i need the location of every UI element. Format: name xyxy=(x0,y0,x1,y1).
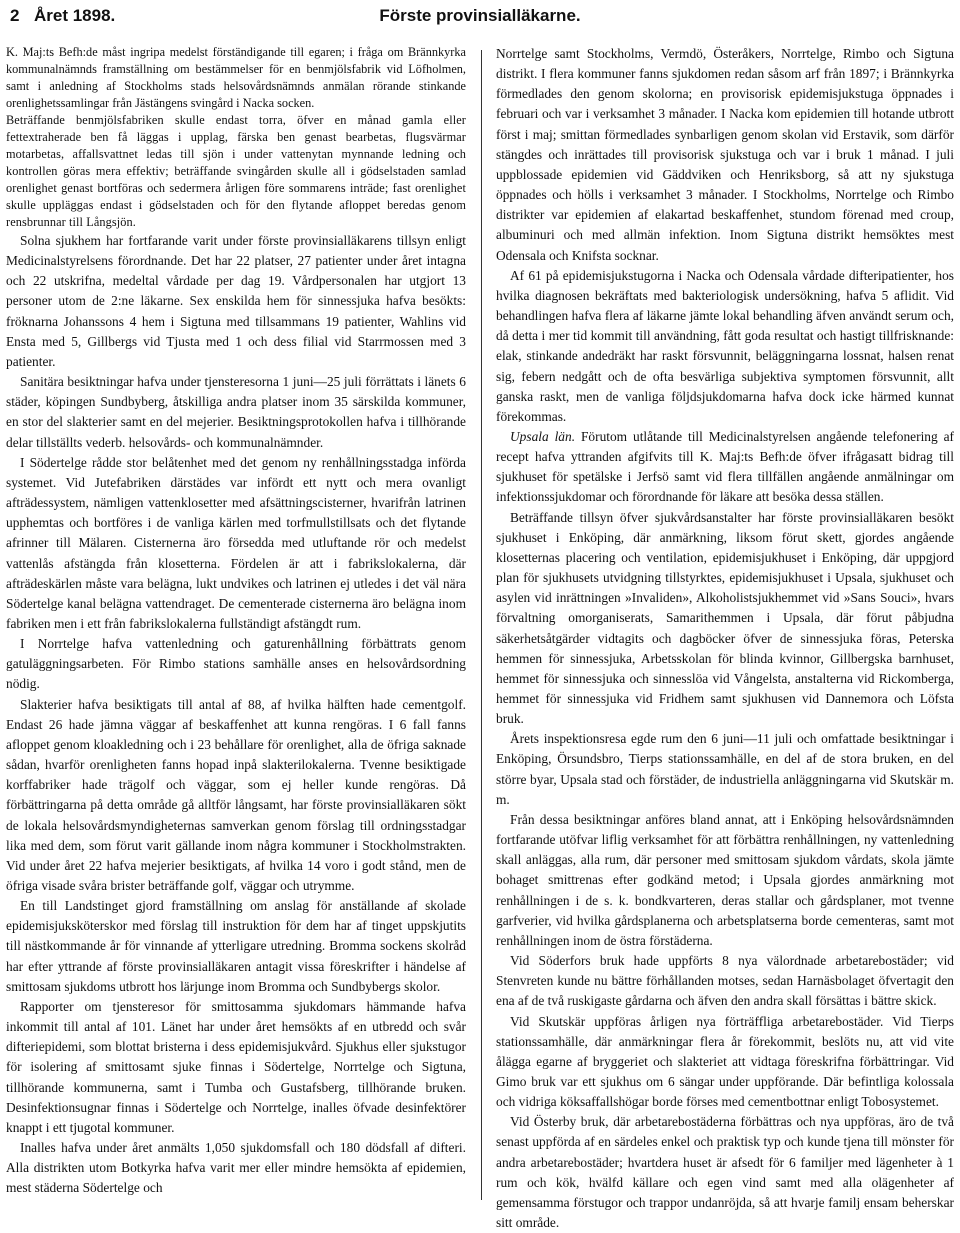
paragraph: Sanitära besiktningar hafva under tjensteresorna 1 juni—25 juli förrättats i länets 6 städer, köpingen Sundbyberg, åtskilliga andra platser inom 35 särskilda kommuner, en stor del slakterier samt en del mejerier. Besiktningsprotokollen hafva i tillhörande delar tillställts vederb. helsovårds- och kommunalnämnder. xyxy=(6,374,466,450)
paragraph: Vid Österby bruk, där arbetarebostäderna förbättras och nya uppföras, äro de två senast uppförda af en särdeles enkel och praktisk typ och kunde tjena till mönster för andra arbetarebostäder; hvartdera huset är afsedt för 6 familjer med lägenheter à 1 rum och kök, hvälfd källare och egen vind samt med alla olägenheter af gemensamma förstugor och trappor undanröjda, så att hvarje familj ensam beherskar sitt område. xyxy=(496,1114,954,1231)
paragraph: K. Maj:ts Befh:de måst ingripa medelst förständigande till egaren; i fråga om Brännkyrka kommunalnämnds framställning om bestämmelser för en benmjölsfabrik vid Löfholmen, samt i anledning af Stockholms stads helsovårdsnämnds anmälan rörande stinkande orenlighetssamlingar från Jästängens svingård i Nacka socken. xyxy=(6,45,466,110)
running-head-year: Året 1898. xyxy=(34,6,116,25)
right-column xyxy=(496,44,955,1231)
paragraph: Beträffande tillsyn öfver sjukvårdsanstalter har förste provinsialläkaren besökt sjukhuset i Enköping, där anmärkning, liksom förut skett, gjordes angående klosetternas placering och ventilation, epidemisjukhuset i Enköping, där uppgjord plan för sjukhusets utvidgning tillstyrktes, epidemisjukhuset i Upsala, sjukhuset och asylen vid inrättningen »Invaliden», Alkoholistsjukhemmet vid »Sans Souci», hvars förvaltning omorganiserats, Samarithemmen i Upsala, där förut påbjudna säkerhetsåtgärder vidtagits och dagböcker öfver de sinnessjuka föras, Peterska hemmen för sinnessjuka, Arbetsskolan för blinda kvinnor, Gillbergska barnhuset, hemmet för sinnessjuka och sinnesslöa vid Vångelsta, anstalterna vid Rickomberga, hemmet för sinnessjuka vid Fridhem samt sjukhusen vid Dannemora och Löfsta bruk. xyxy=(496,509,954,727)
running-head-title: Förste provinsialläkarne. xyxy=(379,6,581,25)
paragraph: En till Landstinget gjord framställning om anslag för anställande af skolade epidemisjuksköterskor med förslag till instruktion för dem har af tinget uppskjutits till nästkommande år för vinnande af ytterligare utredning. Bromma sockens skolråd har efter yttrande af förste provinsialläkaren antagit vissa föreskrifter i händelse af smittosam sjukdoms utbrott hos lärjunge inom Bromma och Sundbybergs skolor. xyxy=(6,898,466,994)
paragraph: Beträffande benmjölsfabriken skulle endast torra, öfver en månad gamla eller fettextraherade ben få läggas i upplag, färska ben genast bearbetas, flugsvärmar motarbetas, affallsvattnet ledas till sjön i under vattenytan mynnande ledning och kontrollen göras mera effektiv; beträffande svingården skulle all i gödselstaden samlad orenlighet genast bortföras och sedermera årligen före sommarens inträde; fast orenlighet skulle uppläggas endast i gödselstaden och för den flytande afloppet beredas genom rensbrunnar till Långsjön. xyxy=(6,113,466,229)
paragraph: I Södertelge rådde stor belåtenhet med det genom ny renhållningsstadga införda systemet. Vid Jutefabriken därstädes var infördt ett nytt och mera ovanligt afträdessystem, nämligen vattenklosetter med afsättningscisterner, hvarifrån latrinen upphemtas och bortföres i de vanliga kärlen med torfmullstillsats och det flytande afrinner till Mälaren. Cisternerna äro försedda med utluftande rör och medelst vattenlås afstängda från klosetterna. Fördelen är att i fabrikslokalerna, där afträdeskärlen måste vara belägna, lukt undvikes och latrinen ej utledes i det väl nära Södertelge kanal belägna vattendraget. De cementerade cisternerna äro belägna inom fabriken men i ett från fabrikslokalerna fullständigt afstängdt rum. xyxy=(6,454,466,631)
paragraph: Af 61 på epidemisjukstugorna i Nacka och Odensala vårdade difteripatienter, hos hvilka diagnosen bekräftats med bakteriologisk undersökning, hafva 5 aflidit. Vid behandlingen hafva flera af läkarne jämte lokal behandling äfven användt serum och, då detta i mer tid kommit till användning, fått goda resultat och hastigt tillfrisknande: elak, stinkande andedräkt har raskt försvunnit, beläggningarna lossnat, halsen renat sig, febern nedgått och de ofta besvärliga subjektiva symptomen försvunnit, allt ganska raskt, men de vanliga följdsjukdomarna hafva dock icke härmed kunnat förekommas. xyxy=(496,267,954,424)
paragraph: Norrtelge samt Stockholms, Vermdö, Österåkers, Norrtelge, Rimbo och Sigtuna distrikt. I flera kommuner fanns sjukdomen redan såsom arf från 1897; i Brännkyrka förmedlades den genom skolorna; en provisorisk epidemisjukstuga öppnades i februari och var i verksamhet 3 månader. I Nacka kom epidemien till hotande utbrott först i maj; smittan förmedlades synbarligen genom skolan vid Erstavik, som därför stängdes och inrättades till provisorisk sjukstuga och var i bruk 1 månad. I juli uppblossade epidemien vid Gäddviken och Henriksborg, så att ny sjukstuga öppnades och hölls i verksamhet 3 månader. I Stockholms, Norrtelge och Rimbo distrikter var epidemien af elakartad beskaffenhet, stundom förenad med croup, albuminuri och med allmän infektion. Inom Sigtuna distrikt hemsöktes mest Odensala och Knifsta socknar. xyxy=(496,46,954,263)
column-divider xyxy=(481,50,482,1200)
paragraph: I Norrtelge hafva vattenledning och gaturenhållning förbättrats genom gatuläggningsarbeten. För Rimbo stations samhälle anses en helsovårdsordning nödig. xyxy=(6,636,466,692)
paragraph: Solna sjukhem har fortfarande varit under förste provinsialläkarens tillsyn enligt Medicinalstyrelsens förordnande. Det har 22 platser, 27 patienter under året intagna och 22 utskrifna, medeltal vårdade per dag 19. Vårdpersonalen har utgjort 13 personer utom de 2:ne läkarne. Sex enskilda hem för sinnessjuka hafva besökts: fröknarna Johanssons 4 hem i Sigtuna med tillsammans 19 patienter, Wahlins vid Ensta med 5, Gillbergs vid Tjusta med 1 och dess filial vid Starrmossen med 3 patienter. xyxy=(6,233,466,369)
paragraph: Vid Skutskär uppföras årligen nya förträffliga arbetarebostäder. Vid Tierps stationssamhälle, där anmärkningar flera år förekommit, beslöts nu, att vid vite åläggа egarne af bryggeriet och slakteriet att vidtaga föreskrifna förbättringar. Vid Gimo bruk var ett sjukhus om 6 sängar under uppförande. Där befintliga kolossala och vidriga köksaffallshögar borde förses med cementbottnar enligt Tobosystemet. xyxy=(496,1013,954,1110)
paragraph: Årets inspektionsresa egde rum den 6 juni—11 juli och omfattade besiktningar i Enköping, Örsundsbro, Tierps stationssamhälle, en del af de stora bruken, en del större byar, Upsala stad och förstäder, de industriella anläggningarna vid Skutskär m. m. xyxy=(496,731,954,807)
paragraph: Rapporter om tjensteresor för smittosamma sjukdomars hämmande hafva inkommit till antal af 101. Länet har under året hemsökts af en utbredd och svår difteriepidemi, som blottat bristerna i dess epidemisjukvård. Sjukhus eller sjukstugor för isolering af smittosamt sjuke finnas i Södertelge, Norrtelge och Sigtuna, tillhörande kommunerna, samt i Tumba och Gustafsberg, tillhörande bruken. Desinfektionsugnar finnas i Södertelge och Norrtelge, inalles öfvade desinfektörer knappt i ett tjugotal kommuner. xyxy=(6,998,466,1135)
page-number: 2 xyxy=(10,6,20,25)
paragraph: Inalles hafva under året anmälts 1,050 sjukdomsfall och 180 dödsfall af difteri. Alla distrikten utom Botkyrka hafva varit mer eller mindre hemsökta af epidemien, mest städerna Södertelge och xyxy=(6,1140,466,1196)
county-heading: Upsala län. xyxy=(510,428,576,444)
paragraph: Slakterier hafva besiktigats till antal af 88, af hvilka hälften hade cementgolf. Endast 26 hade jämna väggar af beskaffenhet att kunna rengöras. I 6 fall fanns afloppet genom kloakledning och i 23 behållare för orenlighet, alla de öfriga saknade sådan, hvarför orenligheten fanns hopad inpå slakterilokalerna. Tvenne besiktigade korffabriker hade trägolf och väggar, som ej heller kunde rengöras. Då förbättringarna på detta område gå alltför långsamt, har förste provinsialläkaren sökt de lokala helsovårdsmyndigheternas samverkan genom förslag till ordningsstadgar lika med dem, som förut varit gällande inom några kommuner i Stockholmstrakten. Vid under året 22 hafva mejerier besiktigats, af hvilka 14 voro i godt stånd, men de öfriga visade svåra brister beträffande golf, väggar och utrymme. xyxy=(6,696,466,893)
left-column xyxy=(6,44,466,1210)
page-header xyxy=(10,2,950,32)
paragraph: Vid Söderfors bruk hade uppförts 8 nya välordnade arbetarebostäder; vid Stenvreten kunde nu bättre förhållanden motses, sedan Harnäsbolaget öfvertagit den ena af de två ruskigaste gårdarna och äfven den andra skall försättas i bättre skick. xyxy=(496,953,954,1009)
paragraph: Från dessa besiktningar anföres bland annat, att i Enköping helsovårdsnämnden fortfarande utöfvar liflig verksamhet för att förbättra renhållningen, ny vattenledning skall anläggas, alla rum, där personer med smittosam sjukdom vårdats, skola jämte bohaget smittrenas efter godkänd metod; i Upsala gjordes anmärkning mot renhållningen i de s. k. bondkvarteren, deras stallar och gårdsplaner, mot tvenne garfverier, vid hvilka gårdsplanerna och arbetsplatserna borde cementeras, samt mot renhållningen inom de östra förstäderna. xyxy=(496,811,954,948)
paragraph-upsala-lan: Upsala län. Förutom utlåtande till Medicinalstyrelsen angående telefonering af recept hafva yttranden afgifvits till K. Maj:ts Befh:de öfver ifrågasatt bidrag till sjukhuset för spetälske i Jerfsö samt vid flera tillfällen angående anmälningar om infektionssjukdomar och förordnande för läkare att besöka dessa ställen. xyxy=(496,428,955,505)
